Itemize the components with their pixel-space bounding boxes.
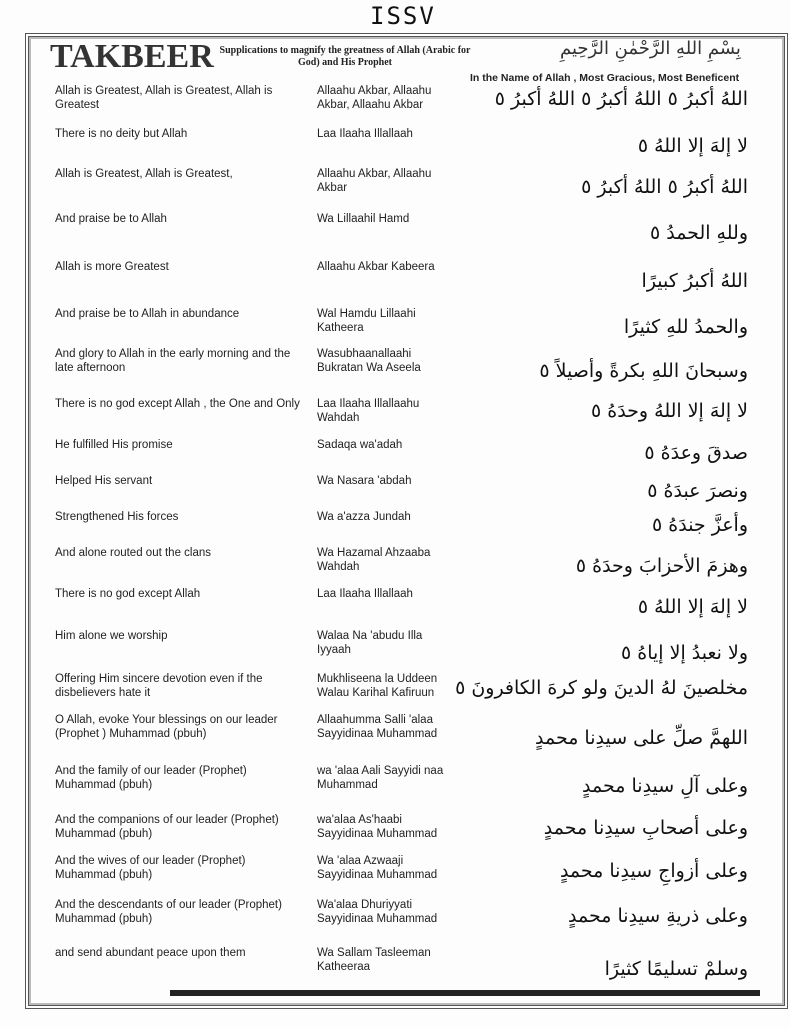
arabic-text: وهزمَ الأحزابَ وحدَهُ ٥: [575, 555, 748, 577]
arabic-text: وعلى أصحابِ سيدِنا محمدٍ: [543, 817, 748, 839]
english-text: Strengthened His forces: [55, 511, 179, 523]
english-text: And the family of our leader (Prophet) Muhammad (pbuh): [55, 765, 247, 791]
arabic-text: وعلى أزواجِ سيدِنا محمدٍ: [559, 860, 748, 882]
arabic-text: وسلمْ تسليمًا كثيرًا: [604, 958, 748, 980]
english-text: He fulfilled His promise: [55, 439, 173, 451]
transliteration-text: Allaahu Akbar, Allaahu Akbar, Allaahu Akbar: [317, 85, 432, 111]
arabic-text: ونصرَ عبدَهُ ٥: [647, 480, 748, 502]
transliteration-text: Wal Hamdu Lillaahi Katheera: [317, 308, 416, 334]
english-text: and send abundant peace upon them: [55, 947, 246, 959]
arabic-text: وعلى ذريةِ سيدِنا محمدٍ: [568, 905, 748, 927]
basmala-calligraphy: بِسْمِ اللهِ الرَّحْمٰنِ الرَّحِيمِ: [560, 38, 741, 59]
arabic-text: وللهِ الحمدُ ٥: [649, 222, 748, 244]
arabic-text: وعلى آلِ سيدِنا محمدٍ: [582, 775, 748, 797]
arabic-text: وأعزَّ جندَهُ ٥: [652, 514, 748, 536]
scan-edge-bar: [170, 990, 760, 996]
arabic-text: صدقَ وعدَهُ ٥: [644, 442, 748, 464]
transliteration-text: Wa Sallam Tasleeman Katheeraa: [317, 947, 431, 973]
english-text: There is no deity but Allah: [55, 128, 188, 140]
arabic-text: مخلصينَ لهُ الدينَ ولو كرهَ الكافرونَ ٥: [455, 677, 748, 699]
english-text: There is no god except Allah: [55, 588, 201, 600]
transliteration-text: Laa Ilaaha Illallaah: [317, 588, 413, 600]
transliteration-text: Allaahumma Salli 'alaa Sayyidinaa Muhammad: [317, 714, 438, 740]
english-text: Offering Him sincere devotion even if the disbelievers hate it: [55, 673, 263, 699]
transliteration-text: Wa Lillaahil Hamd: [317, 213, 410, 225]
transliteration-text: wa'alaa As'haabi Sayyidinaa Muhammad: [317, 814, 438, 840]
handwritten-stamp: ISSV: [370, 2, 436, 30]
arabic-text: اللهمَّ صلِّ على سيدِنا محمدٍ: [534, 727, 748, 749]
transliteration-text: Laa Ilaaha Illallaah: [317, 128, 413, 140]
transliteration-text: Walaa Na 'abudu Illa Iyyaah: [317, 630, 423, 656]
transliteration-text: Wa'alaa Dhuriyyati Sayyidinaa Muhammad: [317, 899, 438, 925]
arabic-text: وسبحانَ اللهِ بكرةً وأصيلاً ٥: [539, 360, 748, 382]
english-text: O Allah, evoke Your blessings on our leader (Prophet ) Muhammad (pbuh): [55, 714, 278, 740]
english-text: And the companions of our leader (Prophet) Muhammad (pbuh): [55, 814, 279, 840]
transliteration-text: wa 'alaa Aali Sayyidi naa Muhammad: [317, 765, 444, 791]
english-text: And alone routed out the clans: [55, 547, 212, 559]
transliteration-text: Sadaqa wa'adah: [317, 439, 403, 451]
transliteration-text: Allaahu Akbar, Allaahu Akbar: [317, 168, 432, 194]
arabic-text: اللهُ أكبرُ ٥ اللهُ أكبرُ ٥: [581, 176, 748, 198]
english-text: And the descendants of our leader (Prophet) Muhammad (pbuh): [55, 899, 282, 925]
english-text: Allah is Greatest, Allah is Greatest, Allah is Greatest: [55, 85, 273, 111]
transliteration-text: Wa Hazamal Ahzaaba Wahdah: [317, 547, 431, 573]
transliteration-text: Wa Nasara 'abdah: [317, 475, 412, 487]
english-text: And glory to Allah in the early morning and the late afternoon: [55, 348, 291, 374]
transliteration-text: Wa 'alaa Azwaaji Sayyidinaa Muhammad: [317, 855, 438, 881]
english-text: And praise be to Allah: [55, 213, 167, 225]
transliteration-text: Allaahu Akbar Kabeera: [317, 261, 435, 273]
arabic-text: لا إلهَ إلا اللهُ وحدَهُ ٥: [590, 400, 748, 422]
arabic-text: والحمدُ للهِ كثيرًا: [623, 316, 748, 338]
transliteration-text: Mukhliseena la Uddeen Walau Karihal Kafiruun: [317, 673, 438, 699]
english-text: Helped His servant: [55, 475, 153, 487]
english-text: And the wives of our leader (Prophet) Muhammad (pbuh): [55, 855, 246, 881]
arabic-text: اللهُ أكبرُ كبيرًا: [641, 270, 748, 292]
transliteration-text: Wa a'azza Jundah: [317, 511, 411, 523]
page-subtitle: Supplications to magnify the greatness of Allah (Arabic for God) and His Prophet: [219, 45, 471, 68]
english-text: There is no god except Allah , the One and Only: [55, 398, 300, 410]
page-title: TAKBEER: [50, 38, 214, 75]
english-text: Him alone we worship: [55, 630, 168, 642]
english-text: Allah is Greatest, Allah is Greatest,: [55, 168, 233, 180]
arabic-text: لا إلهَ إلا اللهُ ٥: [637, 135, 748, 157]
transliteration-text: Wasubhaanallaahi Bukratan Wa Aseela: [317, 348, 421, 374]
arabic-text: اللهُ أكبرُ ٥ اللهُ أكبرُ ٥ اللهُ أكبرُ ٥: [494, 88, 748, 110]
english-text: And praise be to Allah in abundance: [55, 308, 240, 320]
arabic-text: ولا نعبدُ إلا إياهُ ٥: [621, 642, 748, 664]
arabic-text: لا إلهَ إلا اللهُ ٥: [637, 596, 748, 618]
basmala-translation: In the Name of Allah , Most Gracious, Most Beneficent: [470, 72, 740, 84]
transliteration-text: Laa Ilaaha Illallaahu Wahdah: [317, 398, 420, 424]
english-text: Allah is more Greatest: [55, 261, 169, 273]
